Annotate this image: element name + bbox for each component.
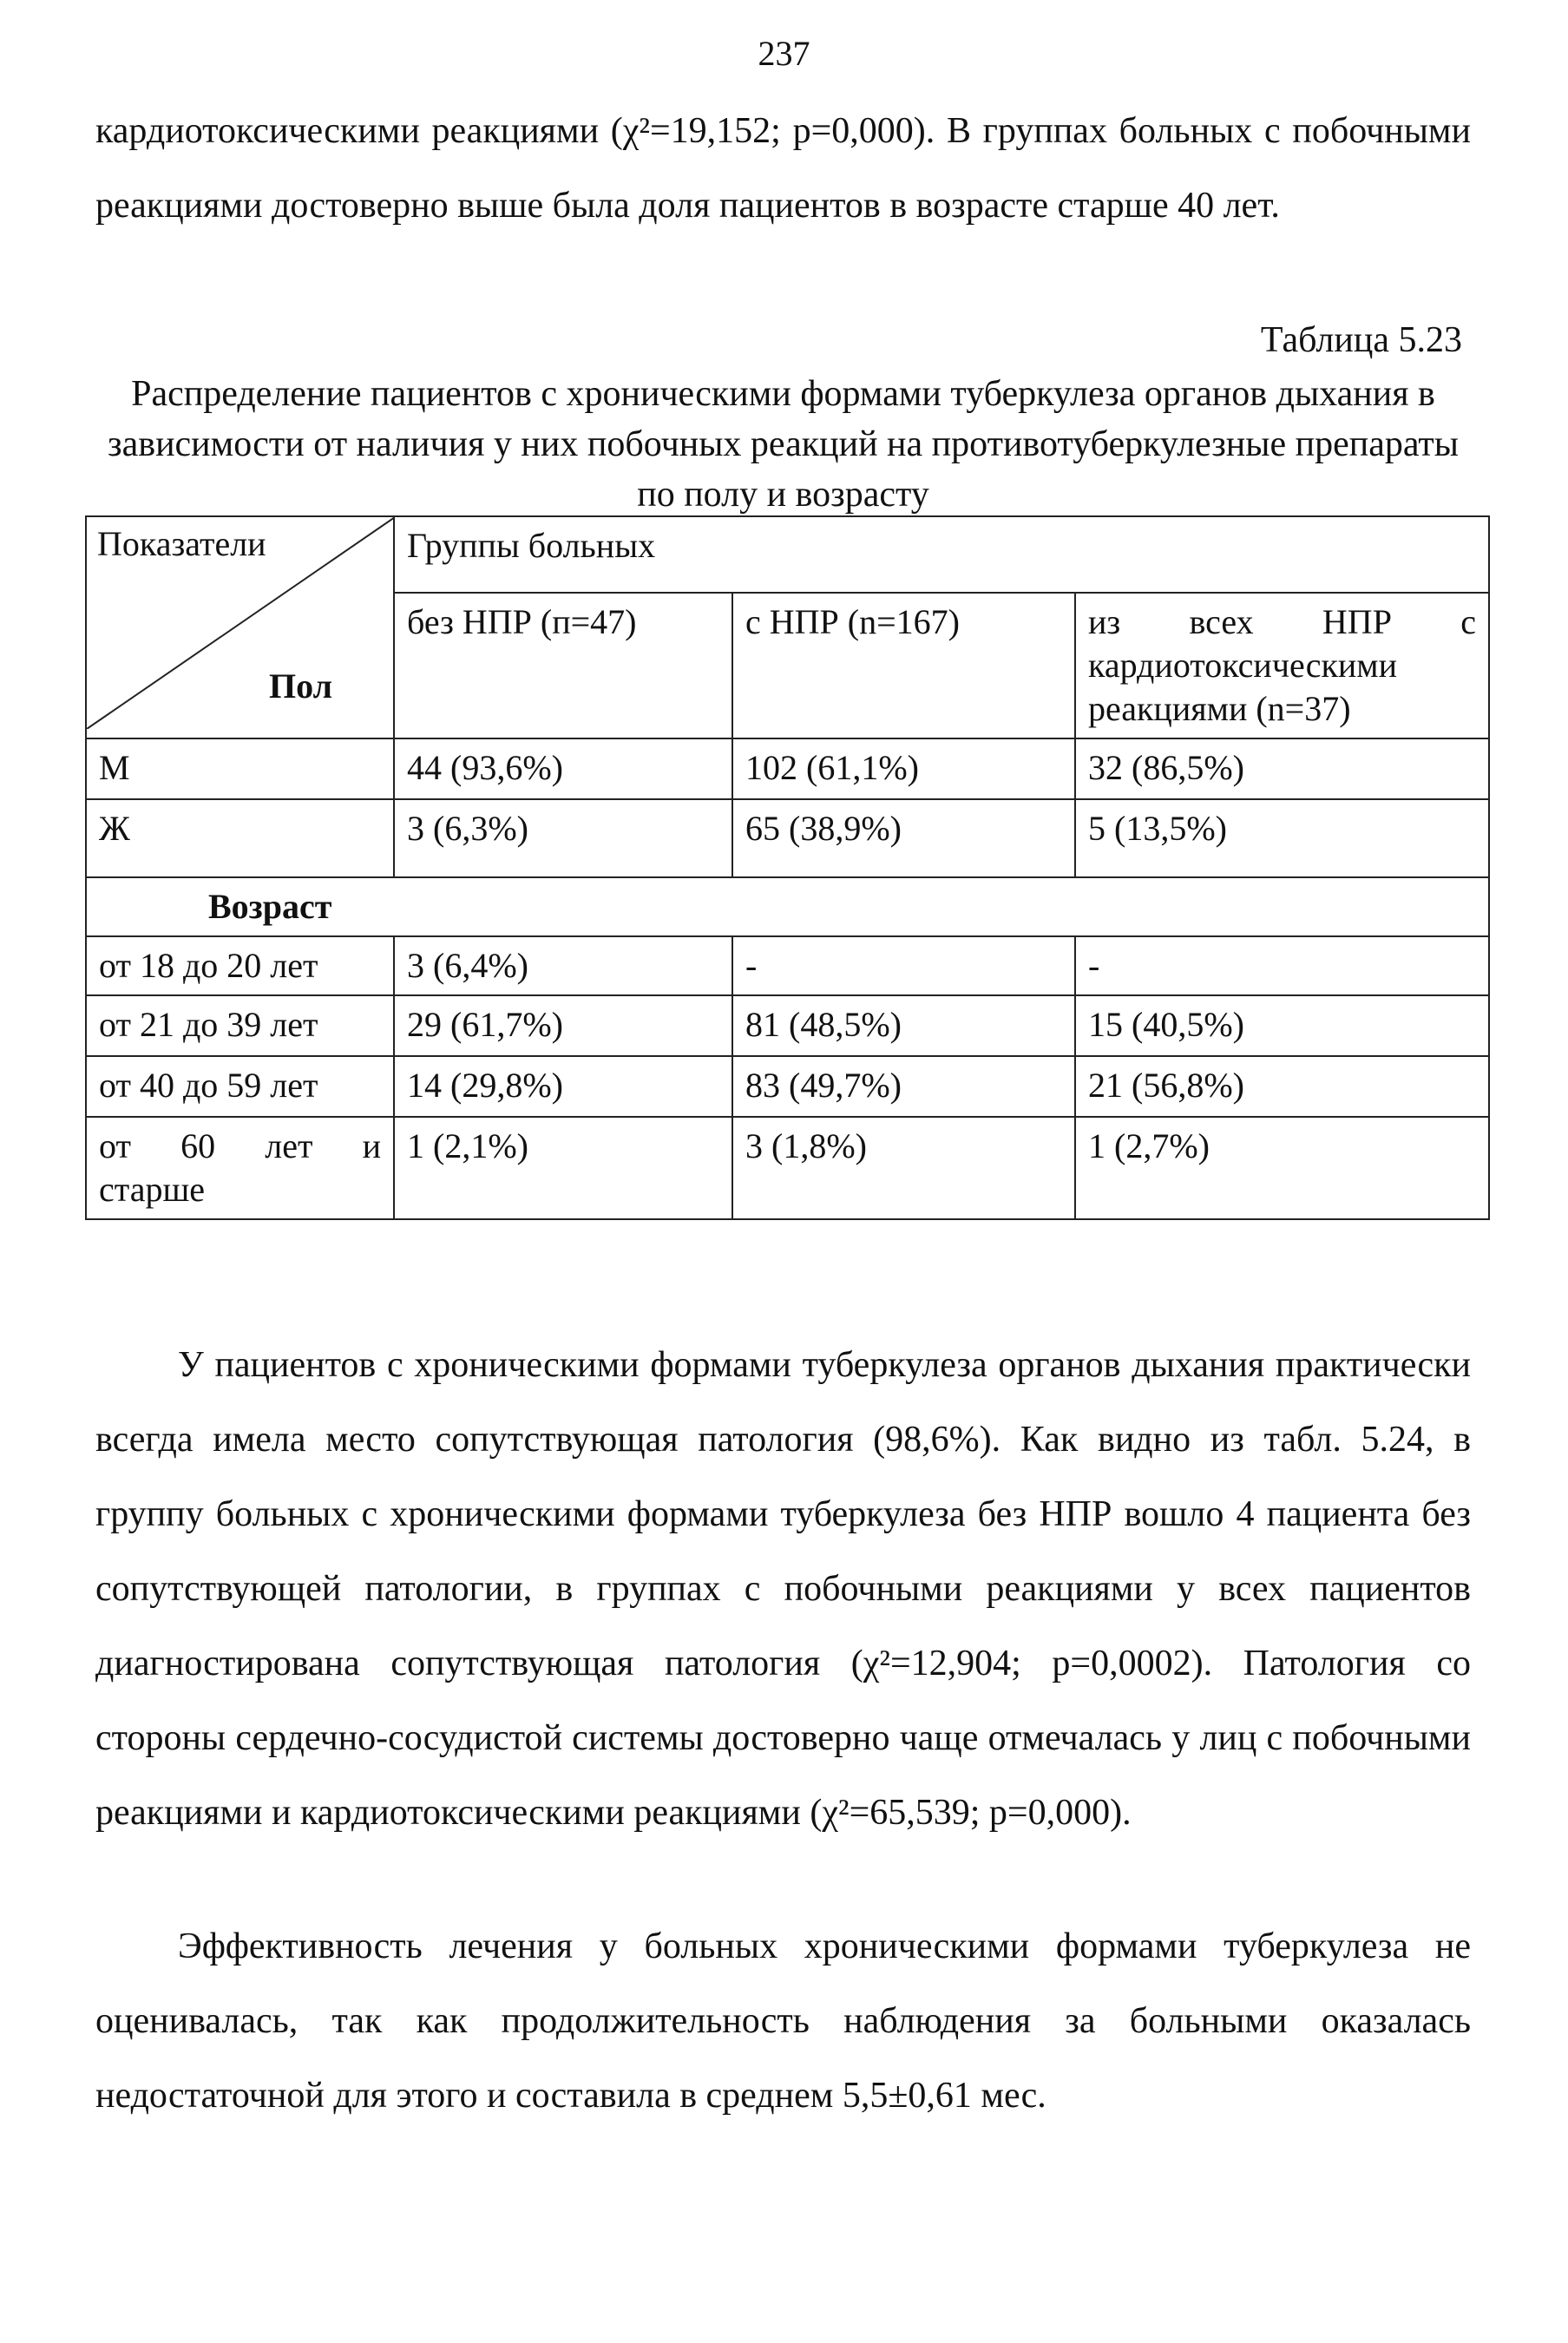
cell-no-npr: 29 (61,7%) [394,995,732,1056]
table-row [86,1056,1489,1117]
cell-cardio: 21 (56,8%) [1075,1056,1489,1117]
group-label-cell: Группы больных [394,516,1489,593]
row-label [86,1117,394,1219]
row-label-line2: старше [99,1170,206,1209]
table-header-row [86,516,1489,593]
cell-cardio: 1 (2,7%) [1075,1117,1489,1219]
row-label: М [86,738,394,799]
row-label-line1: от 60 лет и [99,1126,381,1165]
cell-npr: 3 (1,8%) [732,1117,1075,1219]
cell-cardio: 15 (40,5%) [1075,995,1489,1056]
cell-npr: 81 (48,5%) [732,995,1075,1056]
cell-cardio: - [1075,936,1489,995]
header-cardio [1075,593,1489,738]
table-row [86,799,1489,877]
row-label: от 40 до 59 лет [86,1056,394,1117]
corner-bottom-label: Пол [269,666,333,706]
cell-no-npr: 3 (6,3%) [394,799,732,877]
cell-npr: 83 (49,7%) [732,1056,1075,1117]
corner-top-label: Показатели [97,524,266,563]
row-label: от 21 до 39 лет [86,995,394,1056]
table-row [86,936,1489,995]
table-label: Таблица 5.23 [1260,320,1462,360]
table-title: Распределение пациентов с хроническими формами туберкулеза органов дыхания в зависимости от наличия у них побочных реакций на противотуберкулезные препараты по полу и возрасту [108,374,1459,515]
age-section-label: Возраст [86,877,1489,936]
cell-no-npr: 3 (6,4%) [394,936,732,995]
cell-cardio: 5 (13,5%) [1075,799,1489,877]
header-cardio-line1: из всех НПР с [1088,602,1476,641]
page-number: 237 [758,34,810,73]
cell-npr: 65 (38,9%) [732,799,1075,877]
cell-no-npr: 1 (2,1%) [394,1117,732,1219]
table-row [86,995,1489,1056]
cell-no-npr: 14 (29,8%) [394,1056,732,1117]
cell-npr: 102 (61,1%) [732,738,1075,799]
header-cardio-line2: кардиотоксическими реакциями (n=37) [1088,646,1398,728]
row-label: от 18 до 20 лет [86,936,394,995]
header-npr: с НПР (n=167) [732,593,1075,738]
table-row [86,1117,1489,1219]
header-no-npr: без НПР (п=47) [394,593,732,738]
corner-cell [86,516,394,738]
paragraph-effectiveness: Эффективность лечения у больных хроническими формами туберкулеза не оценивалась, так как продолжительность наблюдения за больными оказалась недостаточной для этого и составила в среднем 5,5±0,61 мес. [95,1926,1471,2116]
table-row [86,738,1489,799]
row-label: Ж [86,799,394,877]
paragraph-top: кардиотоксическими реакциями (χ²=19,152; р=0,000). В группах больных с побочными реакциями достоверно выше была доля пациентов в возрасте старше 40 лет. [95,111,1471,226]
cell-npr: - [732,936,1075,995]
cell-cardio: 32 (86,5%) [1075,738,1489,799]
cell-no-npr: 44 (93,6%) [394,738,732,799]
section-row [86,877,1489,936]
paragraph-comorbidity: У пациентов с хроническими формами туберкулеза органов дыхания практически всегда имела место сопутствующая патология (98,6%). Как видно из табл. 5.24, в группу больных с хроническими формами туберкулеза без НПР вошло 4 пациента без сопутствующей патологии, в группах с побочными реакциями у всех пациентов диагностирована сопутствующая патология (χ²=12,904; р=0,0002). Патология со стороны сердечно-сосудистой системы достоверно чаще отмечалась у лиц с побочными реакциями и кардиотоксическими реакциями (χ²=65,539; р=0,000). [95,1345,1471,1833]
data-table [85,515,1490,1220]
